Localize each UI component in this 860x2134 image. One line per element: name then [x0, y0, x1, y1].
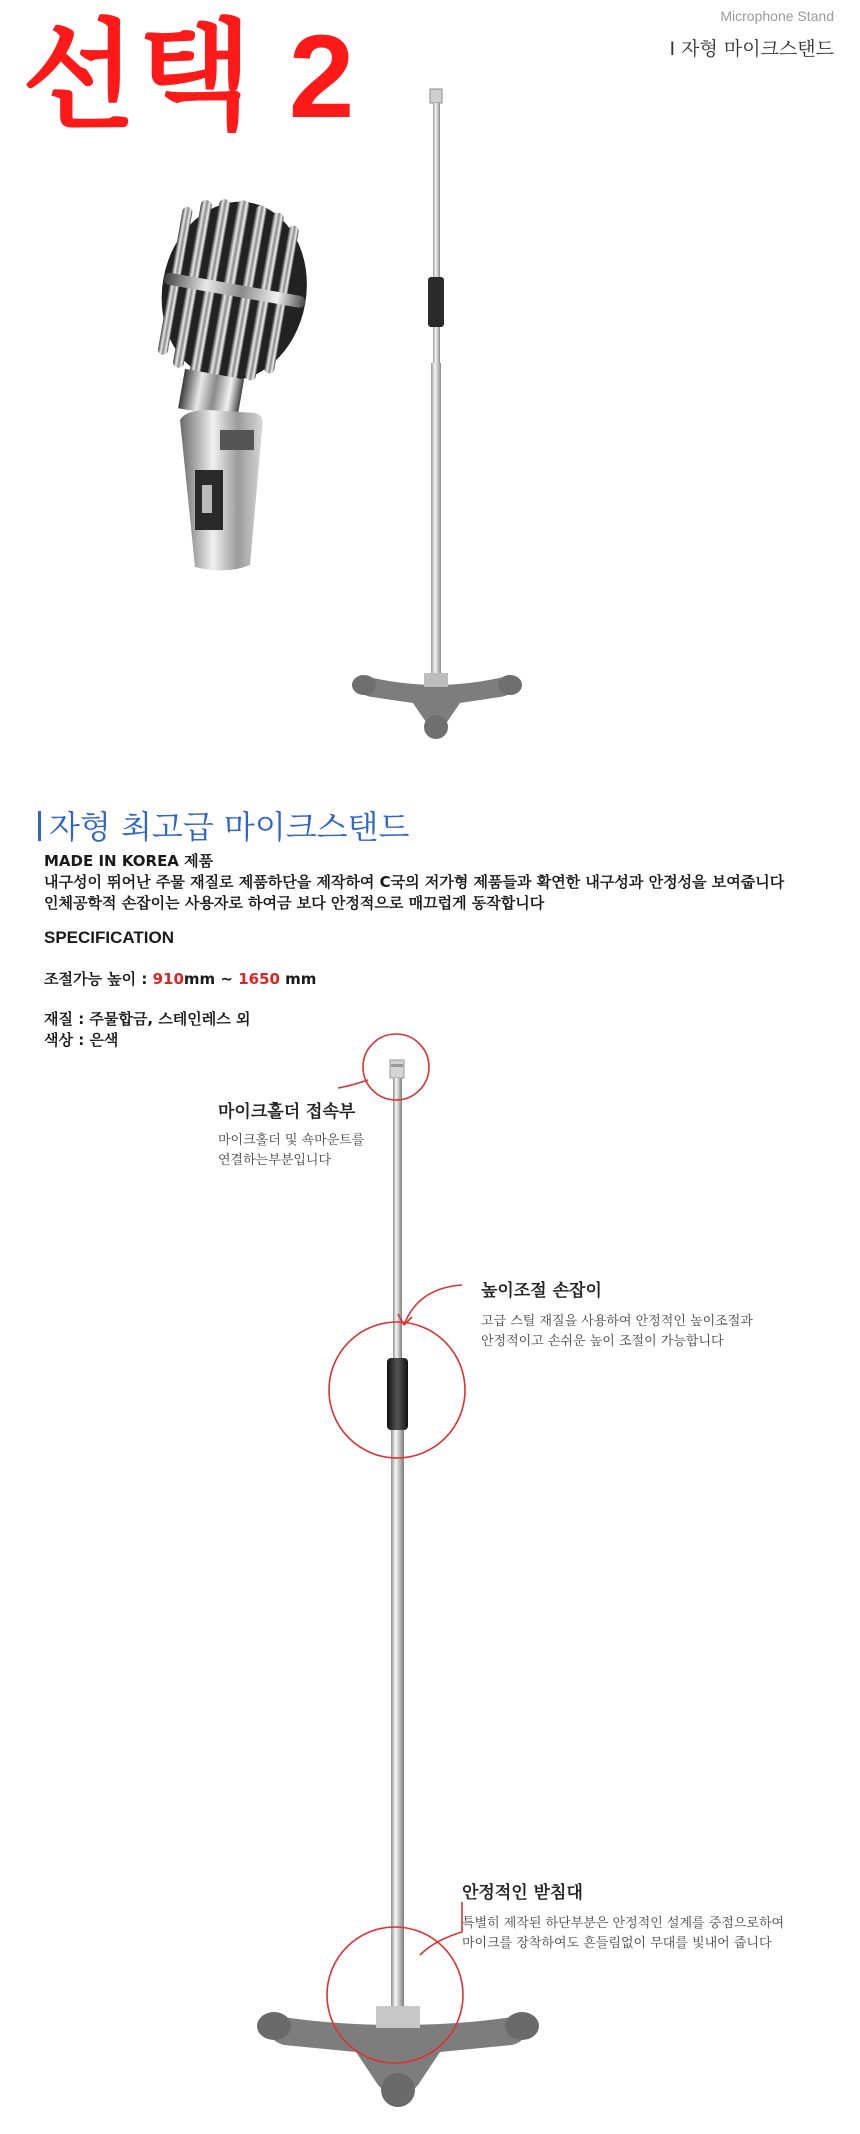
- stand-image-detail: [250, 1040, 550, 2120]
- description-line-2: 인체공학적 손잡이는 사용자로 하여금 보다 안정적으로 매끄럽게 동작합니다: [44, 894, 545, 912]
- holder-callout-title: 마이크홀더 접속부: [218, 1102, 356, 1122]
- holder-callout-line-1: 마이크홀더 및 쇽마운트를: [218, 1133, 365, 1148]
- spec-heading: SPECIFICATION: [44, 928, 175, 947]
- select-title: 선택 2: [22, 11, 357, 143]
- base-callout-line-1: 특별히 제작된 하단부분은 안정적인 설계를 중점으로하여: [462, 1916, 785, 1931]
- height-label: 조절가능 높이 :: [44, 970, 153, 988]
- height-max: 1650: [238, 970, 280, 988]
- section-title-text: 자형 최고급 마이크스탠드: [49, 808, 410, 846]
- vintage-microphone-image: [140, 195, 310, 575]
- stand-image-top: [340, 85, 540, 755]
- height-sep: mm ~: [183, 970, 239, 988]
- base-callout-line-2: 마이크를 장착하여도 흔들림없이 무대를 빛내어 줍니다: [462, 1936, 772, 1951]
- title-bar-icon: [38, 811, 41, 841]
- made-in-korea: MADE IN KOREA 제품: [44, 852, 214, 870]
- height-unit: mm: [279, 970, 317, 988]
- brand-english: Microphone Stand: [720, 8, 834, 24]
- material-line: 재질 : 주물합금, 스테인레스 외: [44, 1010, 251, 1028]
- knob-callout-line-2: 안정적이고 손쉬운 높이 조절이 가능합니다: [481, 1334, 724, 1349]
- color-line: 색상 : 은색: [44, 1031, 119, 1049]
- height-range: [44, 968, 316, 989]
- description-line-1: 내구성이 뛰어난 주물 재질로 제품하단을 제작하여 C국의 저가형 제품들과 확연한 내구성과 안정성을 보여줍니다: [44, 873, 785, 891]
- knob-callout-line-1: 고급 스틸 재질을 사용하여 안정적인 높이조절과: [481, 1314, 753, 1329]
- holder-callout-line-2: 연결하는부분입니다: [218, 1153, 332, 1168]
- section-title: [38, 802, 409, 848]
- brand-korean: I 자형 마이크스탠드: [669, 38, 834, 60]
- knob-callout-title: 높이조절 손잡이: [481, 1281, 602, 1301]
- base-callout-title: 안정적인 받침대: [462, 1883, 583, 1903]
- height-min: 910: [152, 970, 184, 988]
